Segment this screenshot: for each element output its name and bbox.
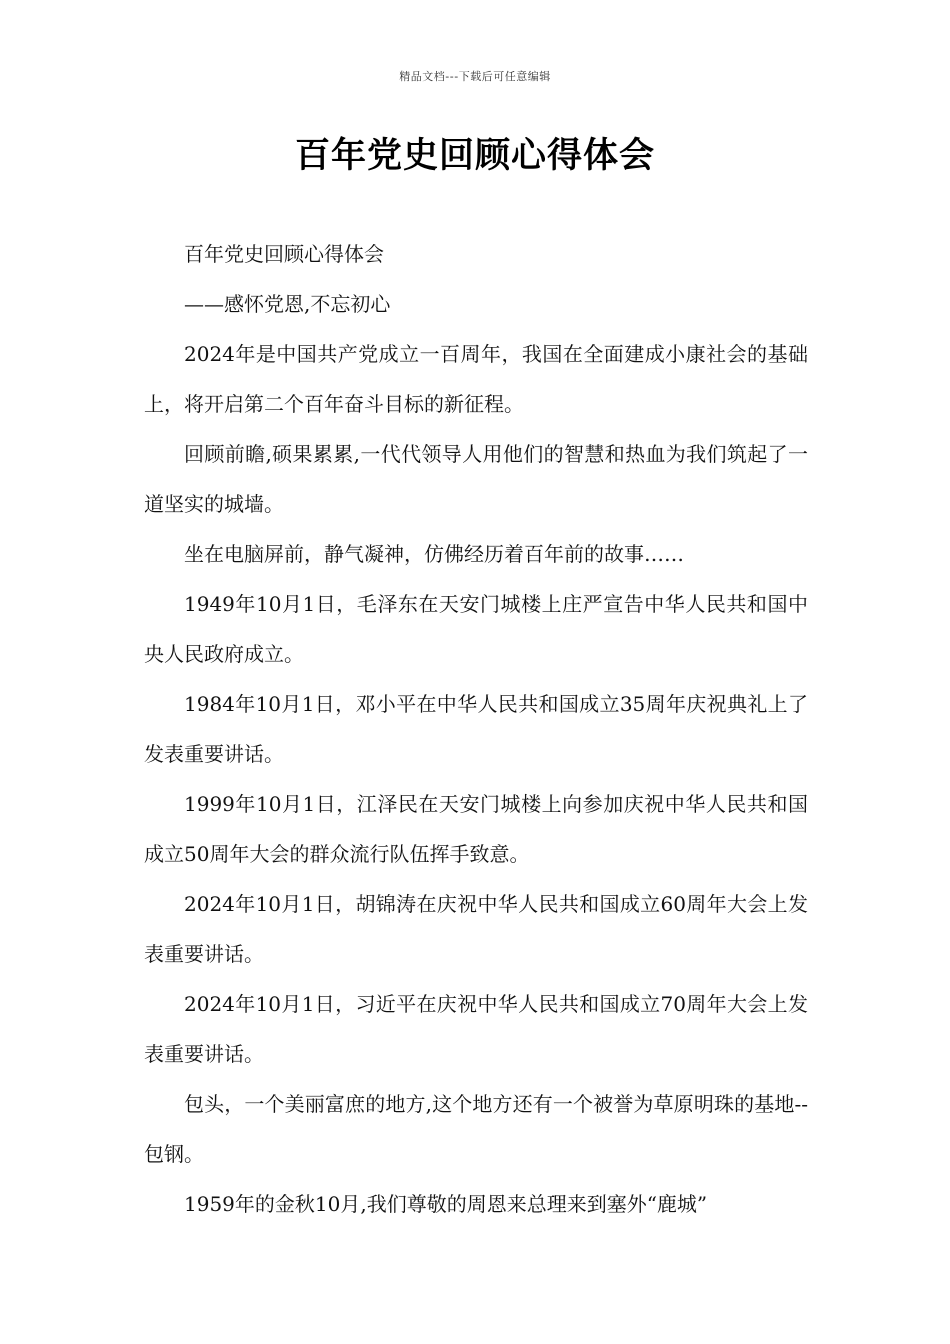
paragraph: 2024年10月1日，胡锦涛在庆祝中华人民共和国成立60周年大会上发表重要讲话。 bbox=[144, 892, 808, 966]
paragraph: 坐在电脑屏前，静气凝神，仿佛经历着百年前的故事…… bbox=[184, 542, 684, 566]
paragraph: 1949年10月1日，毛泽东在天安门城楼上庄严宣告中华人民共和国中央人民政府成立。 bbox=[144, 592, 808, 666]
paragraph: 1984年10月1日，邓小平在中华人民共和国成立35周年庆祝典礼上了发表重要讲话。 bbox=[144, 692, 808, 766]
paragraph: 1999年10月1日，江泽民在天安门城楼上向参加庆祝中华人民共和国成立50周年大会的群众流行队伍挥手致意。 bbox=[144, 792, 808, 866]
paragraph: 2024年10月1日，习近平在庆祝中华人民共和国成立70周年大会上发表重要讲话。 bbox=[144, 992, 808, 1066]
page-header-note: 精品文档---下载后可任意编辑 bbox=[399, 70, 551, 83]
paragraph-tagline: ——感怀党恩,不忘初心 bbox=[184, 292, 391, 316]
document-title: 百年党史回顾心得体会 bbox=[294, 136, 655, 176]
paragraph: 1959年的金秋10月,我们尊敬的周恩来总理来到塞外“鹿城” bbox=[184, 1192, 708, 1216]
document-body bbox=[144, 229, 808, 1229]
paragraph: 回顾前瞻,硕果累累,一代代领导人用他们的智慧和热血为我们筑起了一道坚实的城墙。 bbox=[144, 442, 808, 516]
paragraph-subtitle: 百年党史回顾心得体会 bbox=[184, 242, 384, 266]
paragraph: 包头，一个美丽富庶的地方,这个地方还有一个被誉为草原明珠的基地--包钢。 bbox=[144, 1092, 808, 1166]
paragraph: 2024年是中国共产党成立一百周年，我国在全面建成小康社会的基础上，将开启第二个百年奋斗目标的新征程。 bbox=[144, 342, 808, 416]
